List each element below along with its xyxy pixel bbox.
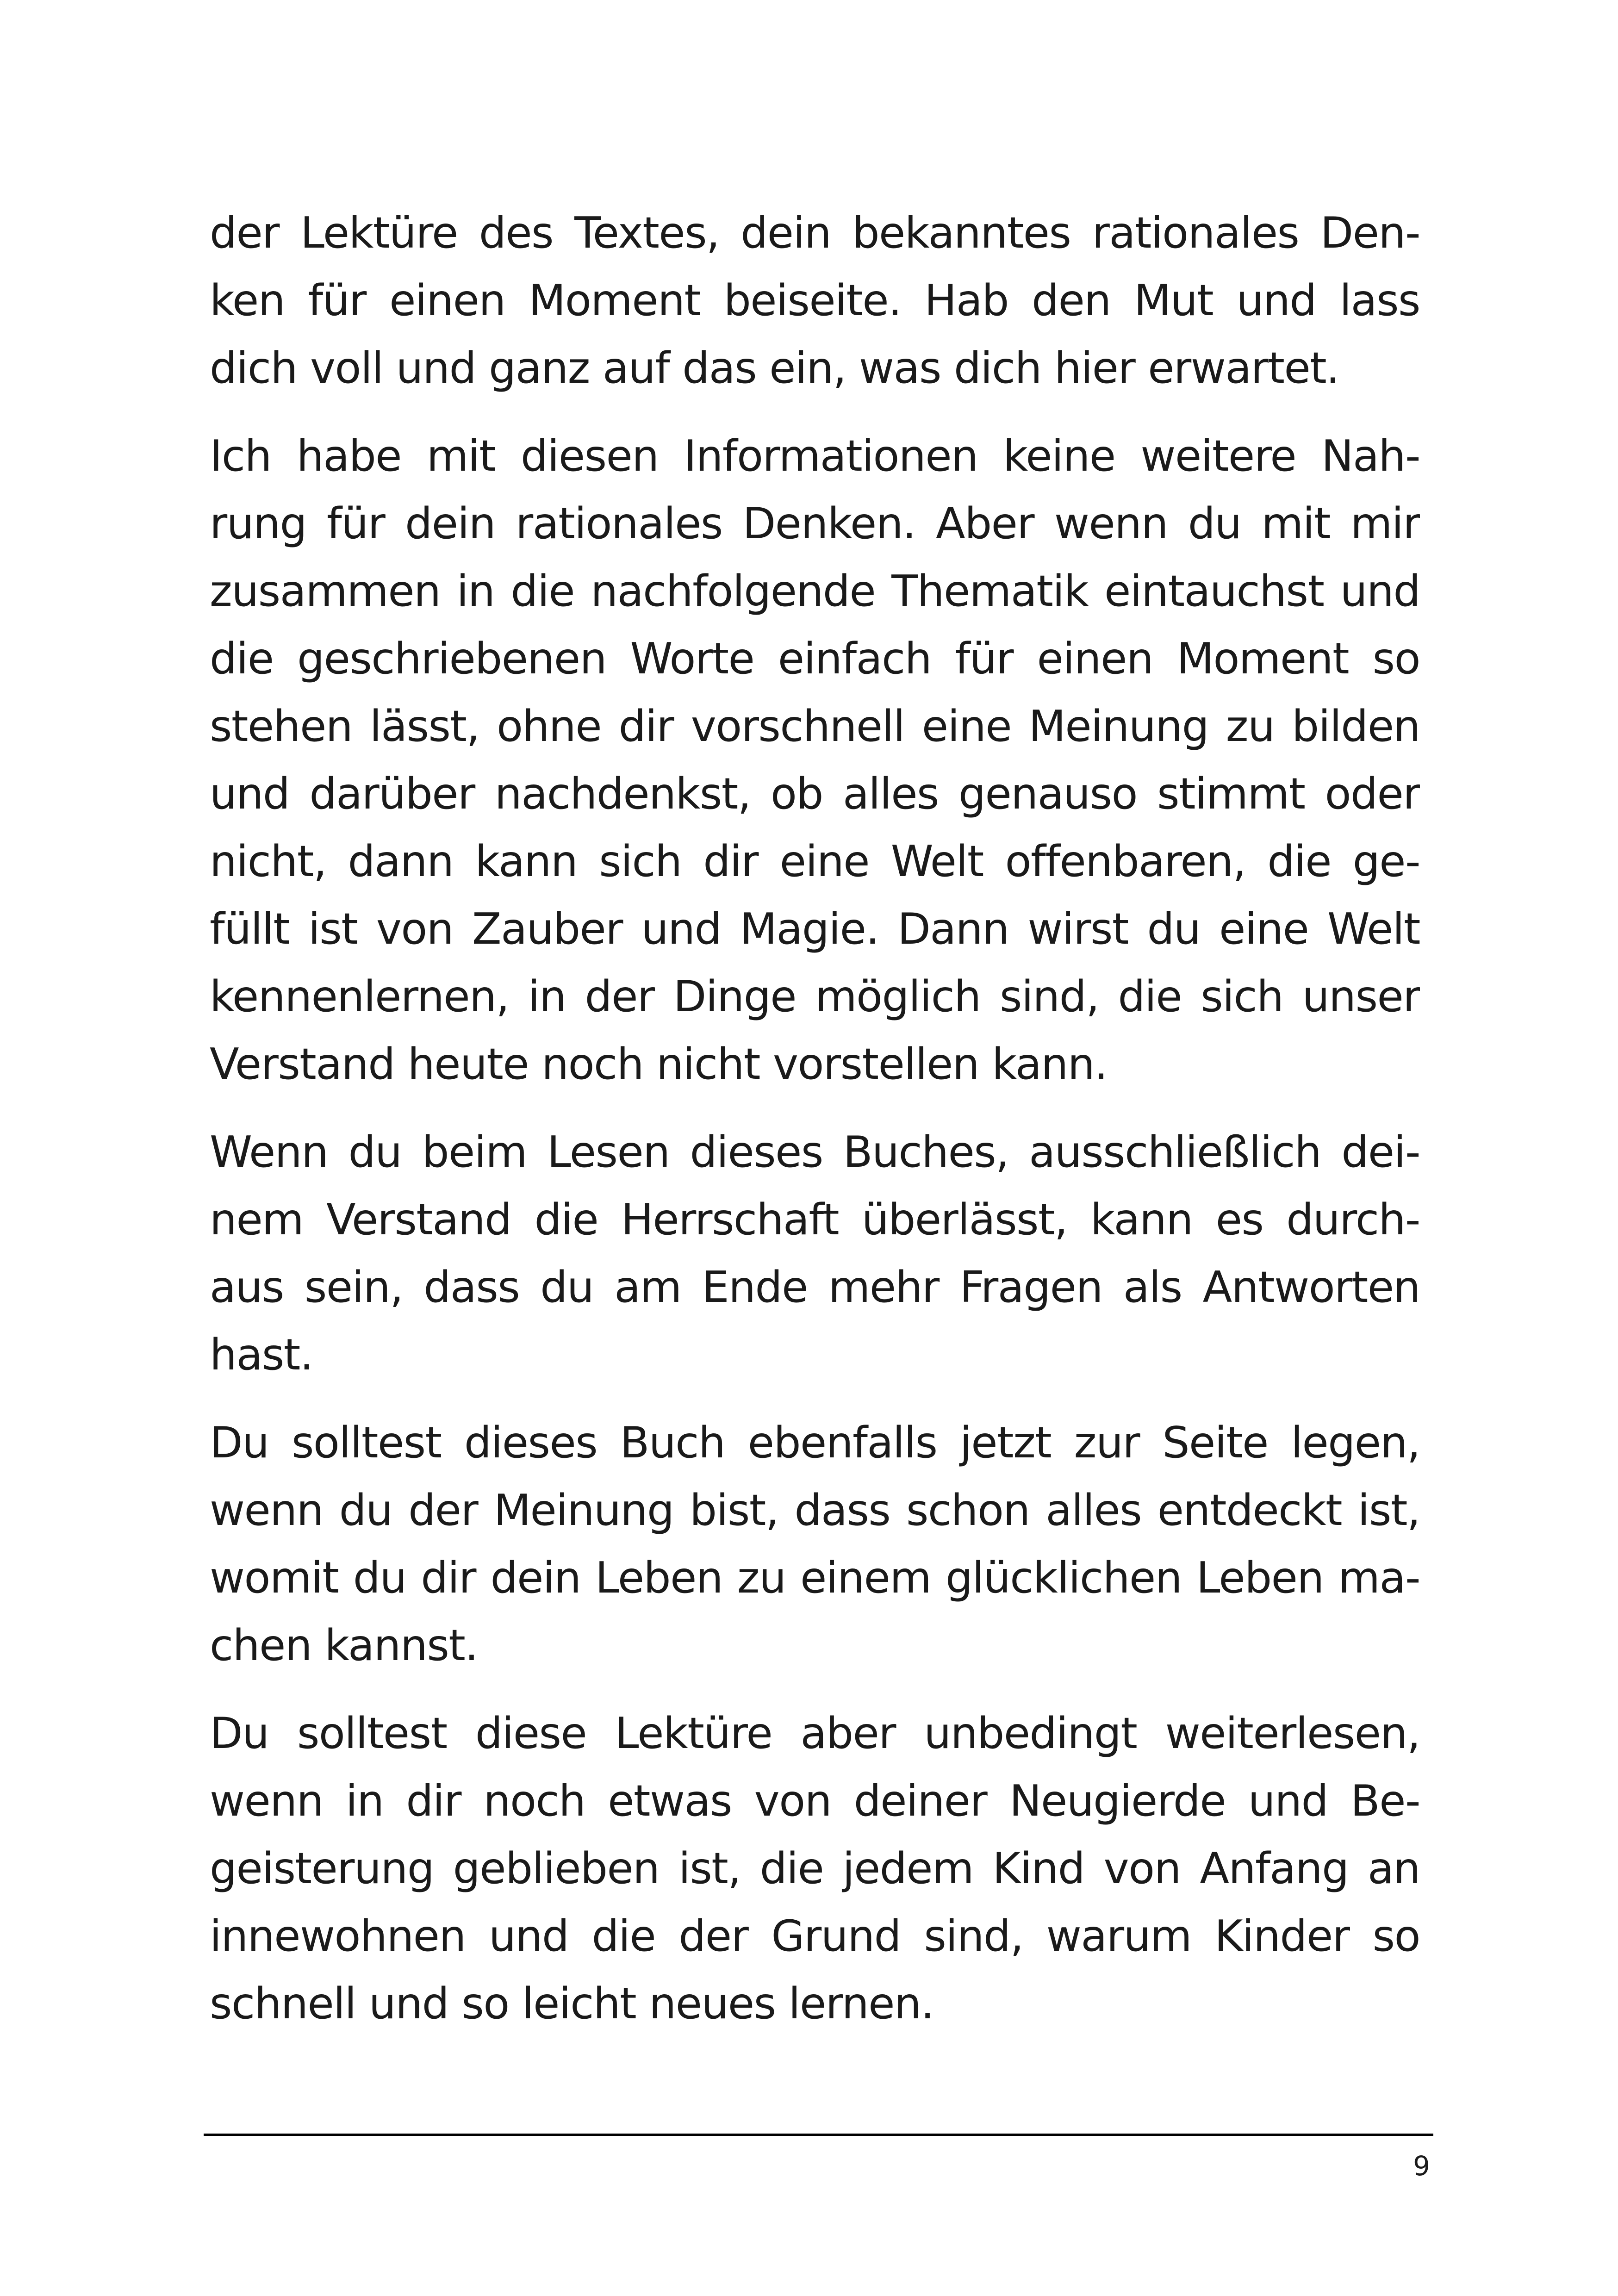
text-line: schnell und so leicht neues lernen. (210, 1979, 934, 2028)
text-line: Du solltest diese Lektüre aber unbedingt weiterlesen, (210, 1708, 1420, 1758)
text-line: wenn in dir noch etwas von deiner Neugierde und Be- (210, 1776, 1420, 1826)
paragraph-2 (210, 422, 1420, 1098)
text-line: aus sein, dass du am Ende mehr Fragen als Antworten (210, 1262, 1420, 1312)
text-line: geisterung geblieben ist, die jedem Kind von Anfang an (210, 1843, 1420, 1893)
text-line: Du solltest dieses Buch ebenfalls jetzt zur Seite legen, (210, 1418, 1420, 1468)
body-text (210, 199, 1420, 2058)
text-line: Verstand heute noch nicht vorstellen kann. (210, 1039, 1108, 1089)
paragraph-5 (210, 1699, 1420, 2037)
text-line: ken für einen Moment beiseite. Hab den Mut und lass (210, 275, 1420, 325)
paragraph-3 (210, 1118, 1420, 1388)
paragraph-1 (210, 199, 1420, 402)
text-line: innewohnen und die der Grund sind, warum Kinder so (210, 1911, 1420, 1961)
footer-divider (204, 2134, 1433, 2136)
text-line: die geschriebenen Worte einfach für einen Moment so (210, 634, 1420, 684)
text-line: stehen lässt, ohne dir vorschnell eine Meinung zu bilden (210, 701, 1420, 751)
page-number: 9 (1413, 2150, 1430, 2182)
text-line: rung für dein rationales Denken. Aber wenn du mit mir (210, 498, 1420, 548)
text-line: Wenn du beim Lesen dieses Buches, ausschließlich dei- (210, 1127, 1420, 1177)
text-line: wenn du der Meinung bist, dass schon alles entdeckt ist, (210, 1485, 1420, 1535)
text-line: und darüber nachdenkst, ob alles genauso stimmt oder (210, 769, 1420, 819)
text-line: dich voll und ganz auf das ein, was dich hier erwartet. (210, 343, 1339, 393)
text-line: füllt ist von Zauber und Magie. Dann wirst du eine Welt (210, 904, 1420, 954)
text-line: kennenlernen, in der Dinge möglich sind, die sich unser (210, 971, 1420, 1021)
text-line: hast. (210, 1330, 313, 1380)
text-line: zusammen in die nachfolgende Thematik eintauchst und (210, 566, 1420, 616)
text-line: Ich habe mit diesen Informationen keine weitere Nah- (210, 431, 1420, 481)
text-line: womit du dir dein Leben zu einem glücklichen Leben ma- (210, 1553, 1420, 1603)
paragraph-4 (210, 1409, 1420, 1679)
text-line: nem Verstand die Herrschaft überlässt, kann es durch- (210, 1195, 1420, 1244)
text-line: der Lektüre des Textes, dein bekanntes rationales Den- (210, 208, 1420, 258)
text-line: chen kannst. (210, 1620, 478, 1670)
text-line: nicht, dann kann sich dir eine Welt offenbaren, die ge- (210, 836, 1420, 886)
